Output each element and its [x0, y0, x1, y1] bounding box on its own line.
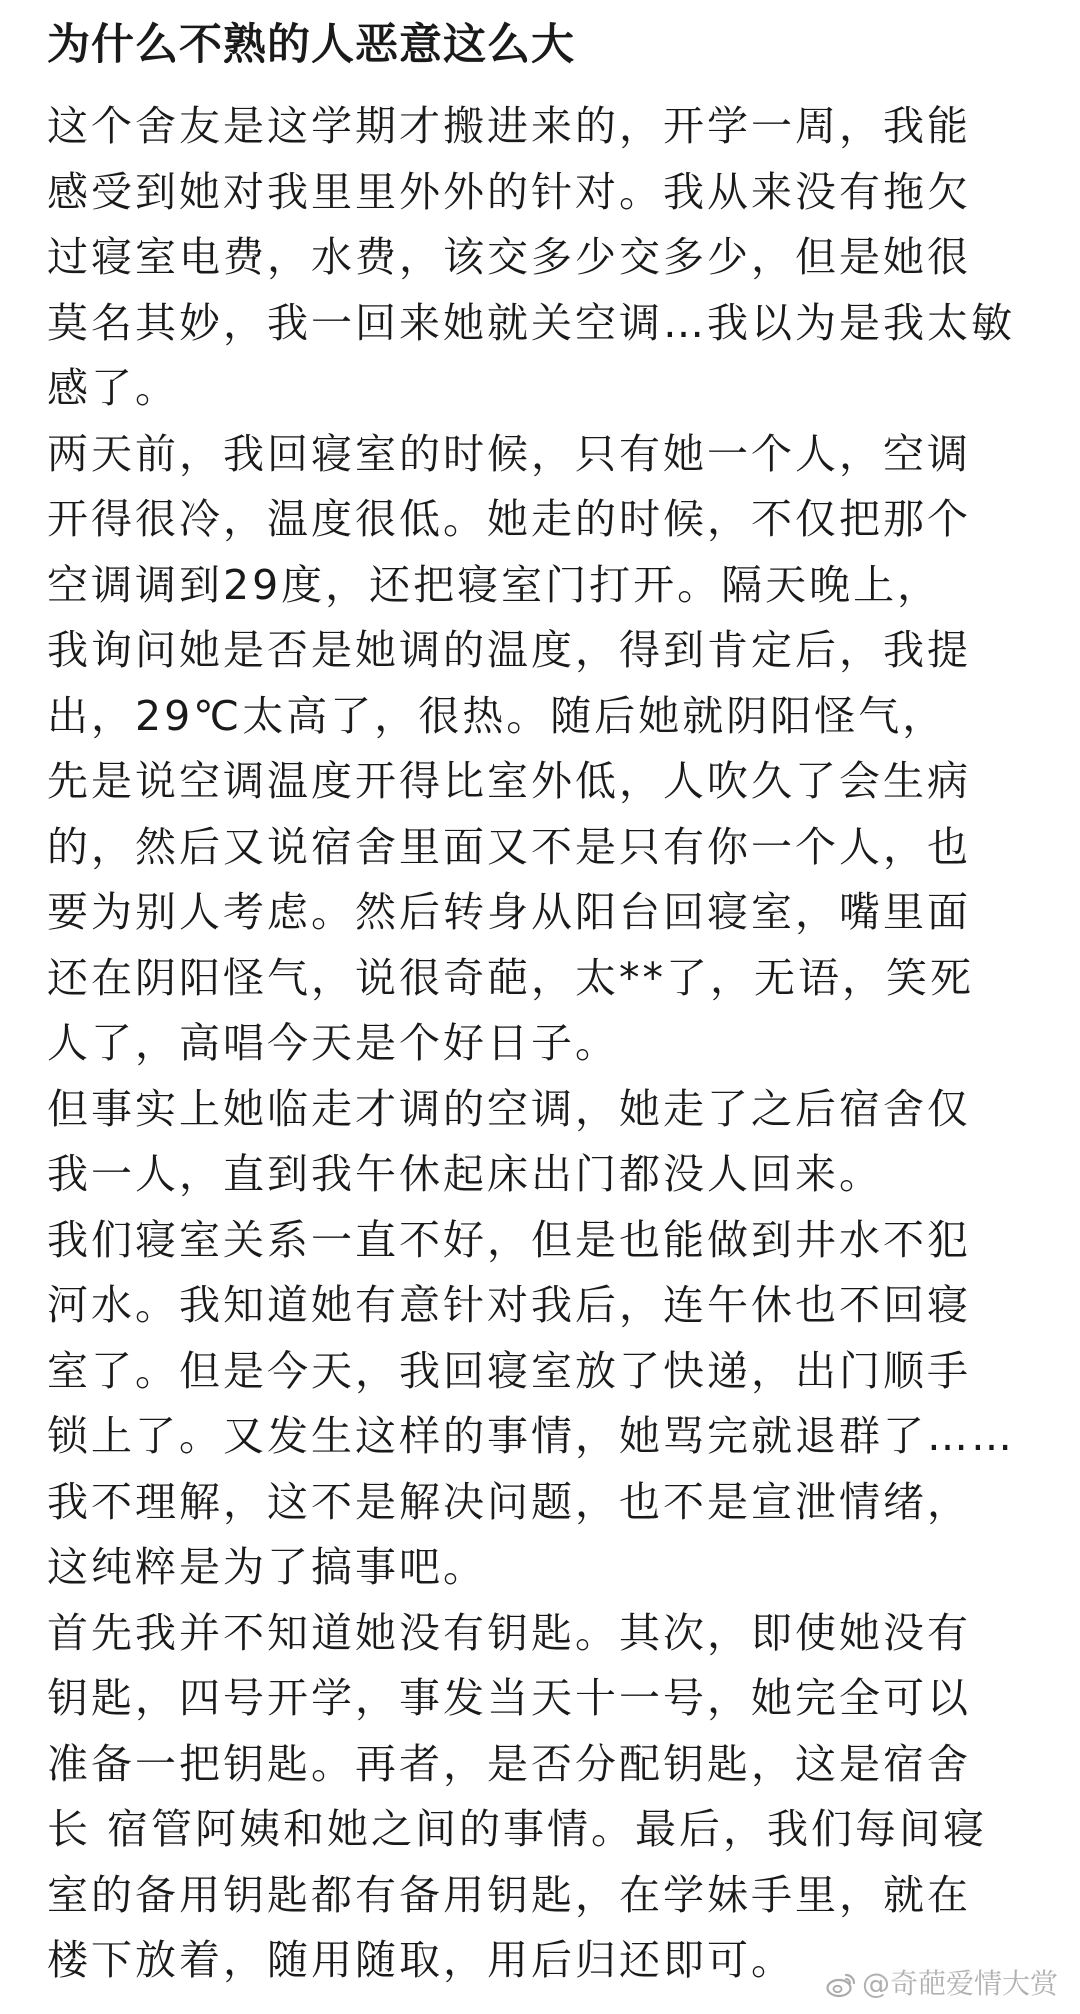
- body-line: 我不理解，这不是解决问题，也不是宣泄情绪，: [47, 1477, 971, 1526]
- body-line: 先是说空调温度开得比室外低，人吹久了会生病: [47, 757, 971, 805]
- post-title: 为什么不熟的人恶意这么大: [47, 20, 575, 70]
- watermark: [826, 1966, 1058, 2002]
- weibo-logo-icon: [826, 1971, 856, 1997]
- body-line: 过寝室电费，水费，该交多少交多少，但是她很: [47, 233, 971, 281]
- body-line: 但事实上她临走才调的空调，她走了之后宿舍仅: [47, 1084, 971, 1133]
- body-line: 楼下放着，随用随取，用后归还即可。: [47, 1936, 795, 1984]
- body-line: 长 宿管阿姨和她之间的事情。最后，我们每间寝: [47, 1805, 988, 1853]
- post-body: [47, 94, 1040, 1994]
- body-line: 首先我并不知道她没有钥匙。其次，即使她没有: [47, 1608, 971, 1657]
- body-line: 我询问她是否是她调的温度，得到肯定后，我提: [47, 626, 971, 674]
- body-line: 锁上了。又发生这样的事情，她骂完就退群了……: [47, 1412, 1015, 1460]
- body-line: 这个舍友是这学期才搬进来的，开学一周，我能: [47, 102, 971, 150]
- body-line: 出，29℃太高了，很热。随后她就阴阳怪气，: [47, 691, 947, 740]
- body-line: 的，然后又说宿舍里面又不是只有你一个人，也: [47, 822, 971, 871]
- body-line: 空调调到29度，还把寝室门打开。隔天晚上，: [47, 560, 942, 609]
- body-line: 莫名其妙，我一回来她就关空调…我以为是我太敏: [47, 298, 1015, 347]
- body-line: 准备一把钥匙。再者，是否分配钥匙，这是宿舍: [47, 1739, 971, 1788]
- body-line: 我一人，直到我午休起床出门都没人回来。: [47, 1150, 883, 1198]
- body-line: 室的备用钥匙都有备用钥匙，在学妹手里，就在: [47, 1870, 971, 1919]
- body-line: 钥匙，四号开学，事发当天十一号，她完全可以: [47, 1674, 971, 1722]
- body-line: 感了。: [47, 364, 179, 412]
- body-line: 开得很冷，温度很低。她走的时候，不仅把那个: [47, 495, 971, 543]
- body-line: 河水。我知道她有意针对我后，连午休也不回寝: [47, 1281, 971, 1329]
- watermark-text: @奇葩爱情大赏: [861, 1967, 1058, 2000]
- body-line: 我们寝室关系一直不好，但是也能做到井水不犯: [47, 1215, 971, 1264]
- body-line: 这纯粹是为了搞事吧。: [47, 1543, 487, 1591]
- body-line: 人了，高唱今天是个好日子。: [47, 1019, 619, 1067]
- body-line: 室了。但是今天，我回寝室放了快递，出门顺手: [47, 1346, 971, 1395]
- body-line: 要为别人考虑。然后转身从阳台回寝室，嘴里面: [47, 888, 971, 936]
- body-line: 两天前，我回寝室的时候，只有她一个人，空调: [47, 429, 971, 478]
- body-line: 还在阴阳怪气，说很奇葩，太**了，无语，笑死: [47, 953, 974, 1002]
- body-line: 感受到她对我里里外外的针对。我从来没有拖欠: [47, 167, 971, 216]
